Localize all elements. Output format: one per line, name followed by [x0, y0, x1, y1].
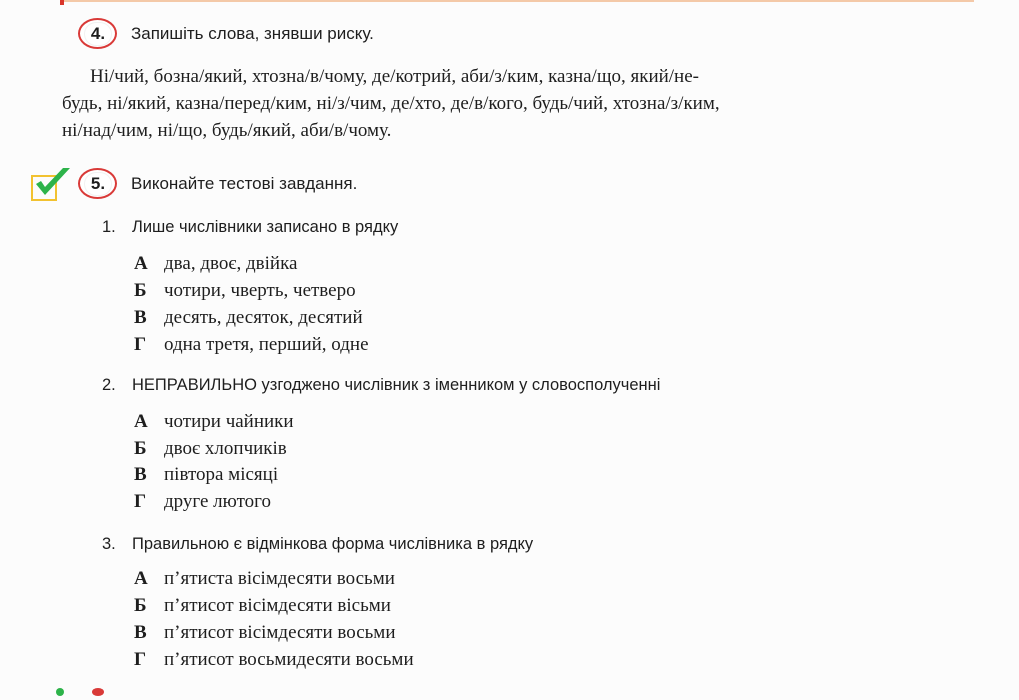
question-3-text: Правильною є відмінкова форма числівника в рядку	[132, 535, 534, 553]
option-letter: Б	[134, 595, 147, 616]
option-text: друге лютого	[164, 491, 271, 512]
top-border-line	[60, 0, 974, 2]
q3-option-d	[134, 647, 414, 673]
option-text: п’ятисот вісімдесяти вісьми	[164, 595, 391, 616]
option-letter: В	[134, 622, 147, 643]
q1-option-b	[134, 278, 356, 304]
question-1-number: 1.	[102, 218, 116, 236]
bottom-green-dot	[56, 688, 64, 696]
q3-option-a	[134, 566, 395, 592]
option-letter: Г	[134, 649, 147, 670]
exercise-4-line-1: Ні/чий, бозна/який, хтозна/в/чому, де/котрий, аби/з/ким, казна/що, який/не-	[90, 66, 699, 87]
option-letter: Г	[134, 491, 147, 512]
question-2-number: 2.	[102, 376, 116, 394]
option-letter: А	[134, 253, 148, 274]
option-text: півтора місяці	[164, 464, 279, 485]
question-3	[102, 535, 533, 554]
option-text: п’ятисот вісімдесяти восьми	[164, 622, 396, 643]
q1-option-a	[134, 251, 297, 277]
q1-option-c	[134, 305, 363, 331]
exercise-5-instruction: Виконайте тестові завдання.	[131, 174, 358, 193]
option-letter: Г	[134, 334, 147, 355]
option-text: одна третя, перший, одне	[164, 334, 369, 355]
exercise-4-instruction: Запишіть слова, знявши риску.	[131, 24, 374, 43]
question-2	[102, 376, 660, 395]
option-letter: А	[134, 568, 148, 589]
top-red-mark	[60, 0, 64, 5]
q2-option-b	[134, 436, 287, 462]
exercise-4-number: 4.	[84, 22, 112, 46]
exercise-4-line-3: ні/над/чим, ні/що, будь/який, аби/в/чому.	[62, 120, 392, 141]
question-1-text: Лише числівники записано в рядку	[132, 218, 399, 236]
option-letter: В	[134, 307, 147, 328]
option-text: десять, десяток, десятий	[164, 307, 363, 328]
option-text: чотири чайники	[164, 411, 294, 432]
bottom-red-dot	[92, 688, 104, 696]
exercise-4-badge	[78, 18, 117, 49]
option-letter: Б	[134, 280, 147, 301]
question-1	[102, 218, 398, 237]
option-letter: Б	[134, 438, 147, 459]
exercise-5-badge	[78, 168, 117, 199]
q1-option-d	[134, 332, 369, 358]
q2-option-c	[134, 462, 278, 488]
option-text: двоє хлопчиків	[164, 438, 287, 459]
q2-option-a	[134, 409, 294, 435]
exercise-5-number: 5.	[84, 172, 112, 196]
exercise-4-line-2: будь, ні/який, казна/перед/ким, ні/з/чим, де/хто, де/в/кого, будь/чий, хтозна/з/ким,	[62, 93, 720, 114]
q3-option-c	[134, 620, 396, 646]
option-text: чотири, чверть, четверо	[164, 280, 356, 301]
option-text: п’ятисот восьмидесяти восьми	[164, 649, 414, 670]
question-3-number: 3.	[102, 535, 116, 553]
option-letter: В	[134, 464, 147, 485]
option-text: два, двоє, двійка	[164, 253, 298, 274]
option-letter: А	[134, 411, 148, 432]
question-2-text: НЕПРАВИЛЬНО узгоджено числівник з іменником у словосполученні	[132, 376, 661, 394]
option-text: п’ятиста вісімдесяти восьми	[164, 568, 395, 589]
q2-option-d	[134, 489, 271, 515]
q3-option-b	[134, 593, 391, 619]
check-mark-icon	[30, 162, 76, 204]
